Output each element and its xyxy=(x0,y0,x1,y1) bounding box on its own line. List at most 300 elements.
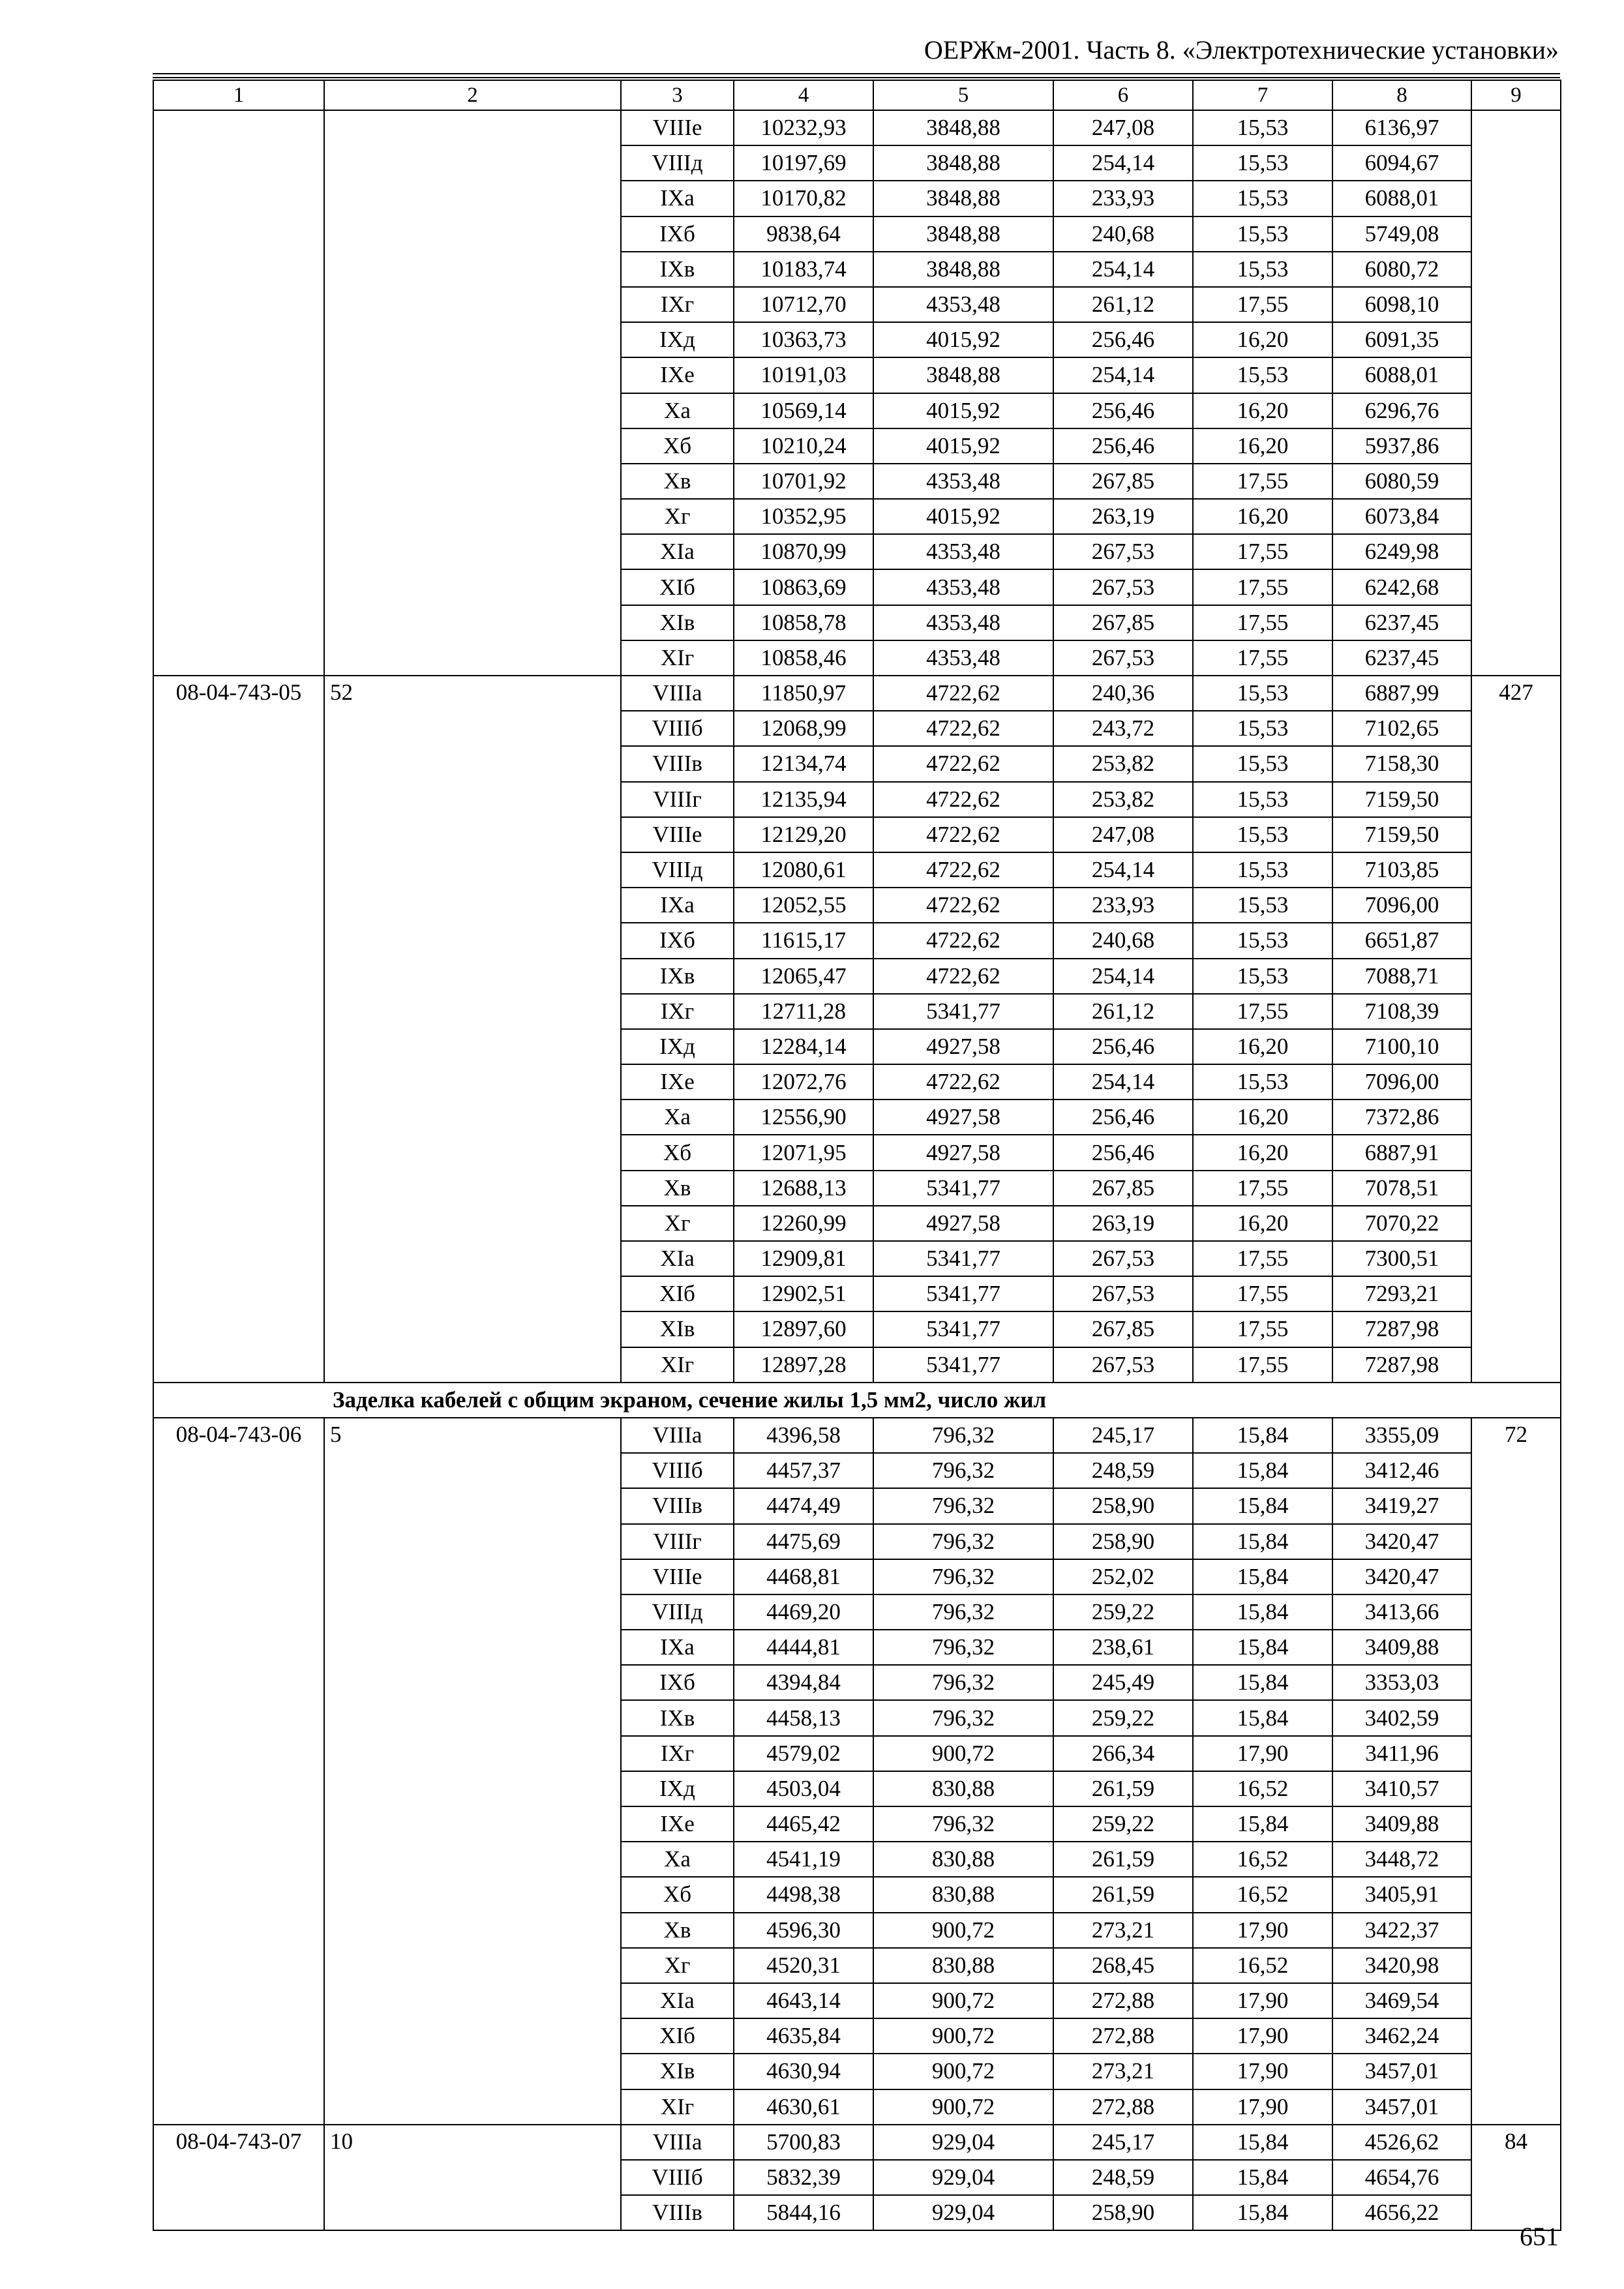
zone-cell: VIIIд xyxy=(621,1594,734,1630)
wages-cell: 830,88 xyxy=(873,1948,1053,1983)
materials-cell: 3462,24 xyxy=(1332,2018,1471,2054)
total-cost-cell: 4465,42 xyxy=(734,1806,873,1842)
zone-cell: XIа xyxy=(621,1983,734,2018)
wages-cell: 3848,88 xyxy=(873,252,1053,287)
materials-cell: 3411,96 xyxy=(1332,1736,1471,1771)
machinists-wages-cell: 17,55 xyxy=(1193,464,1332,499)
column-number-cell: 7 xyxy=(1193,80,1332,110)
total-cost-cell: 4458,13 xyxy=(734,1700,873,1735)
zone-cell: XIб xyxy=(621,1276,734,1311)
rates-table-body xyxy=(153,80,1561,2230)
materials-cell: 3457,01 xyxy=(1332,2089,1471,2125)
materials-cell: 6242,68 xyxy=(1332,569,1471,605)
zone-cell: XIа xyxy=(621,534,734,569)
machines-cell: 233,93 xyxy=(1053,181,1193,216)
zone-cell: VIIIб xyxy=(621,2160,734,2195)
machinists-wages-cell: 15,53 xyxy=(1193,746,1332,781)
zone-cell: IXг xyxy=(621,994,734,1029)
wages-cell: 929,04 xyxy=(873,2160,1053,2195)
wages-cell: 796,32 xyxy=(873,1594,1053,1630)
wages-cell: 3848,88 xyxy=(873,145,1053,181)
total-cost-cell: 12711,28 xyxy=(734,994,873,1029)
total-cost-cell: 12902,51 xyxy=(734,1276,873,1311)
machinists-wages-cell: 16,20 xyxy=(1193,322,1332,357)
zone-cell: IXв xyxy=(621,959,734,994)
zone-cell: VIIIб xyxy=(621,711,734,746)
total-cost-cell: 4596,30 xyxy=(734,1913,873,1948)
materials-cell: 3420,47 xyxy=(1332,1524,1471,1559)
total-cost-cell: 12688,13 xyxy=(734,1171,873,1206)
total-cost-cell: 12134,74 xyxy=(734,746,873,781)
total-cost-cell: 12897,60 xyxy=(734,1311,873,1347)
total-cost-cell: 5844,16 xyxy=(734,2195,873,2230)
section-heading-row xyxy=(153,1383,1561,1418)
wages-cell: 900,72 xyxy=(873,2018,1053,2054)
machines-cell: 245,49 xyxy=(1053,1665,1193,1700)
total-cost-cell: 11615,17 xyxy=(734,923,873,958)
total-cost-cell: 4635,84 xyxy=(734,2018,873,2054)
col9-cell: 72 xyxy=(1471,1418,1561,2125)
wages-cell: 796,32 xyxy=(873,1524,1053,1559)
machinists-wages-cell: 15,84 xyxy=(1193,1665,1332,1700)
machines-cell: 267,85 xyxy=(1053,1171,1193,1206)
zone-cell: IXе xyxy=(621,1064,734,1100)
materials-cell: 7096,00 xyxy=(1332,888,1471,923)
machinists-wages-cell: 15,53 xyxy=(1193,923,1332,958)
total-cost-cell: 10170,82 xyxy=(734,181,873,216)
wages-cell: 4927,58 xyxy=(873,1135,1053,1170)
zone-cell: XIв xyxy=(621,2054,734,2089)
total-cost-cell: 10210,24 xyxy=(734,428,873,464)
zone-cell: Xб xyxy=(621,1877,734,1912)
machines-cell: 273,21 xyxy=(1053,2054,1193,2089)
column-number-cell: 2 xyxy=(324,80,621,110)
machinists-wages-cell: 15,53 xyxy=(1193,252,1332,287)
machinists-wages-cell: 16,52 xyxy=(1193,1771,1332,1806)
wages-cell: 3848,88 xyxy=(873,110,1053,145)
materials-cell: 7096,00 xyxy=(1332,1064,1471,1100)
materials-cell: 3422,37 xyxy=(1332,1913,1471,1948)
total-cost-cell: 12897,28 xyxy=(734,1347,873,1383)
wages-cell: 5341,77 xyxy=(873,1347,1053,1383)
machines-cell: 267,53 xyxy=(1053,1347,1193,1383)
materials-cell: 7372,86 xyxy=(1332,1100,1471,1135)
machinists-wages-cell: 15,53 xyxy=(1193,959,1332,994)
materials-cell: 6136,97 xyxy=(1332,110,1471,145)
materials-cell: 3402,59 xyxy=(1332,1700,1471,1735)
wages-cell: 4015,92 xyxy=(873,322,1053,357)
section-heading: Заделка кабелей с общим экраном, сечение жилы 1,5 мм2, число жил xyxy=(153,1383,1561,1418)
machines-cell: 240,36 xyxy=(1053,676,1193,711)
total-cost-cell: 4498,38 xyxy=(734,1877,873,1912)
machinists-wages-cell: 17,55 xyxy=(1193,1276,1332,1311)
zone-cell: Xг xyxy=(621,1206,734,1241)
materials-cell: 6091,35 xyxy=(1332,322,1471,357)
table-row xyxy=(153,110,1561,145)
materials-cell: 6249,98 xyxy=(1332,534,1471,569)
page-header-title: ОЕРЖм-2001. Часть 8. «Электротехнические установки» xyxy=(924,35,1559,65)
wages-cell: 4927,58 xyxy=(873,1100,1053,1135)
wages-cell: 929,04 xyxy=(873,2195,1053,2230)
zone-cell: VIIIд xyxy=(621,145,734,181)
materials-cell: 7159,50 xyxy=(1332,782,1471,817)
materials-cell: 3410,57 xyxy=(1332,1771,1471,1806)
materials-cell: 3353,03 xyxy=(1332,1665,1471,1700)
materials-cell: 7100,10 xyxy=(1332,1029,1471,1064)
zone-cell: VIIIб xyxy=(621,1453,734,1488)
zone-cell: IXд xyxy=(621,322,734,357)
zone-cell: IXг xyxy=(621,287,734,322)
total-cost-cell: 10870,99 xyxy=(734,534,873,569)
wages-cell: 796,32 xyxy=(873,1418,1053,1453)
zone-cell: XIг xyxy=(621,640,734,676)
machines-cell: 254,14 xyxy=(1053,959,1193,994)
machines-cell: 254,14 xyxy=(1053,1064,1193,1100)
machinists-wages-cell: 15,84 xyxy=(1193,1488,1332,1523)
rates-table xyxy=(153,80,1561,2231)
zone-cell: VIIIв xyxy=(621,746,734,781)
table-row xyxy=(153,1418,1561,1453)
machines-cell: 243,72 xyxy=(1053,711,1193,746)
materials-cell: 6088,01 xyxy=(1332,181,1471,216)
param-cell: 52 xyxy=(324,676,621,1383)
wages-cell: 796,32 xyxy=(873,1665,1053,1700)
column-number-cell: 3 xyxy=(621,80,734,110)
zone-cell: IXа xyxy=(621,1630,734,1665)
machinists-wages-cell: 15,53 xyxy=(1193,782,1332,817)
total-cost-cell: 4474,49 xyxy=(734,1488,873,1523)
zone-cell: VIIIа xyxy=(621,2125,734,2160)
machines-cell: 259,22 xyxy=(1053,1806,1193,1842)
wages-cell: 4722,62 xyxy=(873,676,1053,711)
machinists-wages-cell: 15,53 xyxy=(1193,852,1332,888)
total-cost-cell: 4520,31 xyxy=(734,1948,873,1983)
materials-cell: 6094,67 xyxy=(1332,145,1471,181)
column-number-cell: 5 xyxy=(873,80,1053,110)
total-cost-cell: 10569,14 xyxy=(734,393,873,428)
total-cost-cell: 10232,93 xyxy=(734,110,873,145)
machinists-wages-cell: 16,20 xyxy=(1193,393,1332,428)
materials-cell: 7293,21 xyxy=(1332,1276,1471,1311)
machines-cell: 256,46 xyxy=(1053,322,1193,357)
machinists-wages-cell: 15,84 xyxy=(1193,1700,1332,1735)
machinists-wages-cell: 16,20 xyxy=(1193,1135,1332,1170)
machines-cell: 248,59 xyxy=(1053,2160,1193,2195)
machinists-wages-cell: 15,84 xyxy=(1193,2125,1332,2160)
materials-cell: 6088,01 xyxy=(1332,357,1471,393)
column-number-cell: 8 xyxy=(1332,80,1471,110)
wages-cell: 4353,48 xyxy=(873,534,1053,569)
machines-cell: 267,53 xyxy=(1053,1241,1193,1276)
wages-cell: 830,88 xyxy=(873,1842,1053,1877)
zone-cell: XIв xyxy=(621,1311,734,1347)
materials-cell: 3419,27 xyxy=(1332,1488,1471,1523)
machines-cell: 273,21 xyxy=(1053,1913,1193,1948)
materials-cell: 4526,62 xyxy=(1332,2125,1471,2160)
machinists-wages-cell: 16,20 xyxy=(1193,499,1332,534)
zone-cell: VIIIе xyxy=(621,1559,734,1594)
materials-cell: 6296,76 xyxy=(1332,393,1471,428)
machines-cell: 245,17 xyxy=(1053,1418,1193,1453)
zone-cell: IXб xyxy=(621,923,734,958)
total-cost-cell: 10191,03 xyxy=(734,357,873,393)
zone-cell: VIIIе xyxy=(621,110,734,145)
wages-cell: 796,32 xyxy=(873,1806,1053,1842)
machinists-wages-cell: 15,84 xyxy=(1193,1418,1332,1453)
machinists-wages-cell: 15,53 xyxy=(1193,711,1332,746)
materials-cell: 3469,54 xyxy=(1332,1983,1471,2018)
zone-cell: Xв xyxy=(621,464,734,499)
total-cost-cell: 12909,81 xyxy=(734,1241,873,1276)
zone-cell: VIIIг xyxy=(621,1524,734,1559)
machinists-wages-cell: 17,90 xyxy=(1193,1913,1332,1948)
zone-cell: Xв xyxy=(621,1913,734,1948)
wages-cell: 4353,48 xyxy=(873,287,1053,322)
zone-cell: Xа xyxy=(621,1100,734,1135)
wages-cell: 4722,62 xyxy=(873,888,1053,923)
total-cost-cell: 10701,92 xyxy=(734,464,873,499)
total-cost-cell: 4579,02 xyxy=(734,1736,873,1771)
machinists-wages-cell: 17,55 xyxy=(1193,534,1332,569)
wages-cell: 900,72 xyxy=(873,1913,1053,1948)
zone-cell: IXа xyxy=(621,888,734,923)
table-row xyxy=(153,2125,1561,2160)
zone-cell: VIIIв xyxy=(621,2195,734,2230)
machinists-wages-cell: 15,53 xyxy=(1193,357,1332,393)
machines-cell: 238,61 xyxy=(1053,1630,1193,1665)
machines-cell: 258,90 xyxy=(1053,2195,1193,2230)
total-cost-cell: 4475,69 xyxy=(734,1524,873,1559)
machinists-wages-cell: 17,90 xyxy=(1193,1736,1332,1771)
machines-cell: 240,68 xyxy=(1053,923,1193,958)
wages-cell: 4722,62 xyxy=(873,782,1053,817)
zone-cell: VIIIа xyxy=(621,1418,734,1453)
materials-cell: 6887,99 xyxy=(1332,676,1471,711)
materials-cell: 6237,45 xyxy=(1332,605,1471,640)
zone-cell: VIIIе xyxy=(621,817,734,852)
wages-cell: 796,32 xyxy=(873,1488,1053,1523)
machinists-wages-cell: 15,53 xyxy=(1193,1064,1332,1100)
machinists-wages-cell: 16,20 xyxy=(1193,428,1332,464)
materials-cell: 5749,08 xyxy=(1332,217,1471,252)
materials-cell: 7300,51 xyxy=(1332,1241,1471,1276)
zone-cell: IXе xyxy=(621,1806,734,1842)
machinists-wages-cell: 15,84 xyxy=(1193,1630,1332,1665)
zone-cell: IXв xyxy=(621,252,734,287)
col9-cell: 427 xyxy=(1471,676,1561,1383)
rate-code-cell xyxy=(153,110,324,676)
machines-cell: 254,14 xyxy=(1053,357,1193,393)
materials-cell: 3355,09 xyxy=(1332,1418,1471,1453)
wages-cell: 4353,48 xyxy=(873,640,1053,676)
wages-cell: 796,32 xyxy=(873,1453,1053,1488)
zone-cell: Xв xyxy=(621,1171,734,1206)
materials-cell: 3405,91 xyxy=(1332,1877,1471,1912)
machines-cell: 254,14 xyxy=(1053,252,1193,287)
rate-code-cell: 08-04-743-06 xyxy=(153,1418,324,2125)
machines-cell: 258,90 xyxy=(1053,1488,1193,1523)
materials-cell: 7287,98 xyxy=(1332,1311,1471,1347)
param-cell: 10 xyxy=(324,2125,621,2231)
total-cost-cell: 11850,97 xyxy=(734,676,873,711)
total-cost-cell: 4630,94 xyxy=(734,2054,873,2089)
materials-cell: 3448,72 xyxy=(1332,1842,1471,1877)
machines-cell: 258,90 xyxy=(1053,1524,1193,1559)
machines-cell: 259,22 xyxy=(1053,1700,1193,1735)
machines-cell: 256,46 xyxy=(1053,1029,1193,1064)
wages-cell: 5341,77 xyxy=(873,1276,1053,1311)
wages-cell: 4015,92 xyxy=(873,393,1053,428)
total-cost-cell: 5700,83 xyxy=(734,2125,873,2160)
machines-cell: 253,82 xyxy=(1053,746,1193,781)
machines-cell: 272,88 xyxy=(1053,2089,1193,2125)
materials-cell: 7159,50 xyxy=(1332,817,1471,852)
machinists-wages-cell: 15,84 xyxy=(1193,1594,1332,1630)
wages-cell: 5341,77 xyxy=(873,1241,1053,1276)
total-cost-cell: 12260,99 xyxy=(734,1206,873,1241)
machinists-wages-cell: 17,90 xyxy=(1193,2018,1332,2054)
wages-cell: 4353,48 xyxy=(873,569,1053,605)
machinists-wages-cell: 15,53 xyxy=(1193,145,1332,181)
materials-cell: 3413,66 xyxy=(1332,1594,1471,1630)
wages-cell: 796,32 xyxy=(873,1559,1053,1594)
zone-cell: IXв xyxy=(621,1700,734,1735)
machinists-wages-cell: 17,55 xyxy=(1193,569,1332,605)
machinists-wages-cell: 15,84 xyxy=(1193,1806,1332,1842)
zone-cell: Xб xyxy=(621,1135,734,1170)
wages-cell: 4353,48 xyxy=(873,464,1053,499)
materials-cell: 6080,59 xyxy=(1332,464,1471,499)
machines-cell: 256,46 xyxy=(1053,393,1193,428)
total-cost-cell: 10858,78 xyxy=(734,605,873,640)
machinists-wages-cell: 17,90 xyxy=(1193,2089,1332,2125)
materials-cell: 4656,22 xyxy=(1332,2195,1471,2230)
wages-cell: 900,72 xyxy=(873,1736,1053,1771)
zone-cell: XIг xyxy=(621,1347,734,1383)
zone-cell: IXб xyxy=(621,217,734,252)
machines-cell: 272,88 xyxy=(1053,1983,1193,2018)
machinists-wages-cell: 15,53 xyxy=(1193,110,1332,145)
wages-cell: 4722,62 xyxy=(873,852,1053,888)
zone-cell: Xг xyxy=(621,1948,734,1983)
rate-code-cell: 08-04-743-05 xyxy=(153,676,324,1383)
total-cost-cell: 10352,95 xyxy=(734,499,873,534)
machinists-wages-cell: 15,84 xyxy=(1193,2195,1332,2230)
materials-cell: 7078,51 xyxy=(1332,1171,1471,1206)
total-cost-cell: 12129,20 xyxy=(734,817,873,852)
machinists-wages-cell: 16,52 xyxy=(1193,1877,1332,1912)
materials-cell: 7158,30 xyxy=(1332,746,1471,781)
machines-cell: 263,19 xyxy=(1053,499,1193,534)
zone-cell: VIIIа xyxy=(621,676,734,711)
machines-cell: 256,46 xyxy=(1053,428,1193,464)
zone-cell: IXе xyxy=(621,357,734,393)
total-cost-cell: 12071,95 xyxy=(734,1135,873,1170)
zone-cell: XIб xyxy=(621,2018,734,2054)
wages-cell: 900,72 xyxy=(873,1983,1053,2018)
machinists-wages-cell: 15,53 xyxy=(1193,676,1332,711)
machines-cell: 267,85 xyxy=(1053,1311,1193,1347)
wages-cell: 900,72 xyxy=(873,2054,1053,2089)
materials-cell: 6080,72 xyxy=(1332,252,1471,287)
machines-cell: 261,59 xyxy=(1053,1877,1193,1912)
materials-cell: 7102,65 xyxy=(1332,711,1471,746)
machinists-wages-cell: 16,52 xyxy=(1193,1948,1332,1983)
machinists-wages-cell: 16,52 xyxy=(1193,1842,1332,1877)
materials-cell: 4654,76 xyxy=(1332,2160,1471,2195)
machinists-wages-cell: 16,20 xyxy=(1193,1100,1332,1135)
wages-cell: 3848,88 xyxy=(873,357,1053,393)
machines-cell: 267,53 xyxy=(1053,569,1193,605)
zone-cell: XIв xyxy=(621,605,734,640)
wages-cell: 796,32 xyxy=(873,1700,1053,1735)
machines-cell: 254,14 xyxy=(1053,145,1193,181)
machines-cell: 252,02 xyxy=(1053,1559,1193,1594)
materials-cell: 3409,88 xyxy=(1332,1806,1471,1842)
machines-cell: 247,08 xyxy=(1053,817,1193,852)
machinists-wages-cell: 17,55 xyxy=(1193,287,1332,322)
zone-cell: VIIIв xyxy=(621,1488,734,1523)
machinists-wages-cell: 17,90 xyxy=(1193,2054,1332,2089)
total-cost-cell: 5832,39 xyxy=(734,2160,873,2195)
machinists-wages-cell: 17,55 xyxy=(1193,640,1332,676)
zone-cell: XIг xyxy=(621,2089,734,2125)
wages-cell: 3848,88 xyxy=(873,217,1053,252)
machines-cell: 268,45 xyxy=(1053,1948,1193,1983)
zone-cell: XIб xyxy=(621,569,734,605)
machinists-wages-cell: 15,84 xyxy=(1193,2160,1332,2195)
total-cost-cell: 4394,84 xyxy=(734,1665,873,1700)
total-cost-cell: 10863,69 xyxy=(734,569,873,605)
total-cost-cell: 4503,04 xyxy=(734,1771,873,1806)
table-row xyxy=(153,676,1561,711)
wages-cell: 5341,77 xyxy=(873,1171,1053,1206)
zone-cell: VIIIд xyxy=(621,852,734,888)
total-cost-cell: 4630,61 xyxy=(734,2089,873,2125)
machines-cell: 261,59 xyxy=(1053,1771,1193,1806)
machines-cell: 240,68 xyxy=(1053,217,1193,252)
zone-cell: IXг xyxy=(621,1736,734,1771)
machines-cell: 256,46 xyxy=(1053,1135,1193,1170)
total-cost-cell: 12556,90 xyxy=(734,1100,873,1135)
materials-cell: 3412,46 xyxy=(1332,1453,1471,1488)
wages-cell: 4722,62 xyxy=(873,1064,1053,1100)
column-number-row xyxy=(153,80,1561,110)
machinists-wages-cell: 16,20 xyxy=(1193,1206,1332,1241)
machines-cell: 261,12 xyxy=(1053,287,1193,322)
machinists-wages-cell: 15,84 xyxy=(1193,1524,1332,1559)
wages-cell: 5341,77 xyxy=(873,994,1053,1029)
materials-cell: 7103,85 xyxy=(1332,852,1471,888)
zone-cell: IXд xyxy=(621,1771,734,1806)
column-number-cell: 6 xyxy=(1053,80,1193,110)
materials-cell: 3457,01 xyxy=(1332,2054,1471,2089)
total-cost-cell: 10197,69 xyxy=(734,145,873,181)
machinists-wages-cell: 17,55 xyxy=(1193,1347,1332,1383)
total-cost-cell: 4444,81 xyxy=(734,1630,873,1665)
wages-cell: 4015,92 xyxy=(873,428,1053,464)
wages-cell: 900,72 xyxy=(873,2089,1053,2125)
rate-code-cell: 08-04-743-07 xyxy=(153,2125,324,2231)
machines-cell: 247,08 xyxy=(1053,110,1193,145)
wages-cell: 4927,58 xyxy=(873,1206,1053,1241)
total-cost-cell: 10858,46 xyxy=(734,640,873,676)
param-cell xyxy=(324,110,621,676)
machines-cell: 256,46 xyxy=(1053,1100,1193,1135)
column-number-cell: 4 xyxy=(734,80,873,110)
total-cost-cell: 10712,70 xyxy=(734,287,873,322)
materials-cell: 3420,47 xyxy=(1332,1559,1471,1594)
